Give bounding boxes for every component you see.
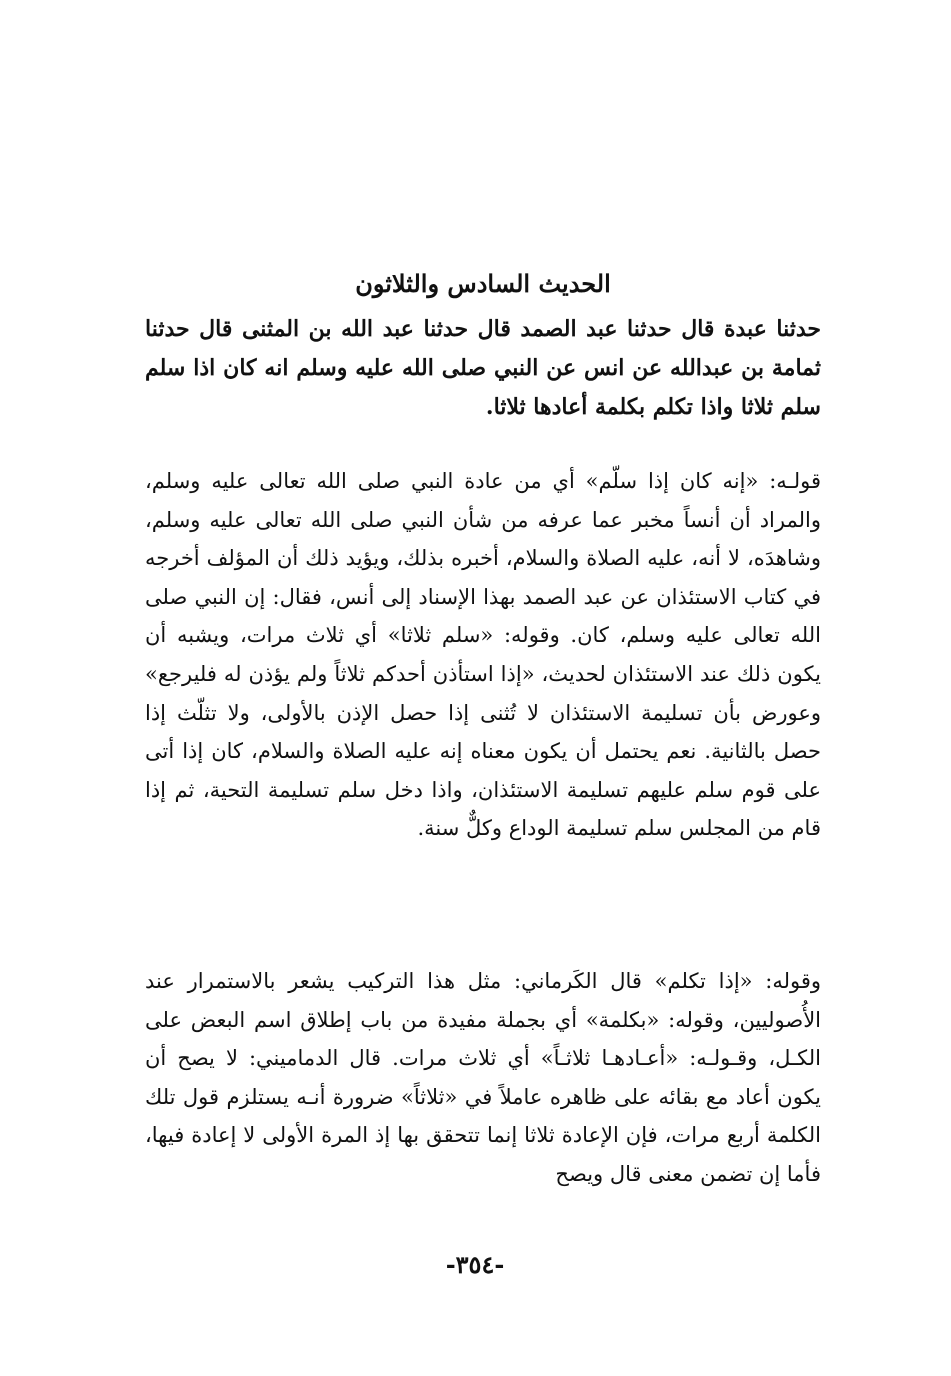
hadith-heading: الحديث السادس والثلاثون xyxy=(355,269,611,298)
commentary-paragraph-2: وقوله: «إذا تكلم» قال الكَرماني: مثل هذا التركيب يشعر بالاستمرار عند الأُصوليين، وقوله: «بكلمة» أي بجملة مفيدة من باب إطلاق اسم البعض على الكـل، وقـولـه: «أعـادهـا ثلاثـاً» أي ثلاث مرات. قال الدماميني: لا يصح أن يكون أعاد مع بقائه على ظاهره عاملاً في «ثلاثاً» ضرورة أنـه يستلزم قول تلك الكلمة أربع مرات، فإن الإعادة ثلاثا إنما تتحقق بها إذ المرة الأولى لا إعادة فيها، فأما إن تضمن معنى قال ويصح xyxy=(145,969,821,1186)
page-number: -٣٥٤- xyxy=(445,1250,505,1279)
hadith-text: حدثنا عبدة قال حدثنا عبد الصمد قال حدثنا عبد الله بن المثنى قال حدثنا ثمامة بن عبدالله عن انس عن النبي صلى الله عليه وسلم انه كان اذا سلم سلم ثلاثا واذا تكلم بكلمة أعادها ثلاثا. xyxy=(145,316,821,420)
commentary-paragraph-1: قولـه: «إنه كان إذا سلّم» أي من عادة النبي صلى الله تعالى عليه وسلم، والمراد أن أنساً مخبر عما عرفه من شأن النبي صلى الله تعالى عليه وسلم، وشاهدَه، لا أنه، عليه الصلاة والسلام، أخبره بذلك، ويؤيد ذلك أن المؤلف أخرجه في كتاب الاستئذان عن عبد الصمد بهذا الإسناد إلى أنس، فقال: إن النبي صلى الله تعالى عليه وسلم، كان. وقوله: «سلم ثلاثا» أي ثلاث مرات، ويشبه أن يكون ذلك عند الاستئذان لحديث، «إذا استأذن أحدكم ثلاثاً ولم يؤذن له فليرجع» وعورض بأن تسليمة الاستئذان لا تُثنى إذا حصل الإذن بالأولى، ولا تثلّث إذا حصل بالثانية. نعم يحتمل أن يكون معناه إنه عليه الصلاة والسلام، كان إذا أتى على قوم سلم عليهم تسليمة الاستئذان، واذا دخل سلم تسليمة التحية، ثم إذا قام من المجلس سلم تسليمة الوداع وكلٌّ سنة. xyxy=(145,469,821,841)
